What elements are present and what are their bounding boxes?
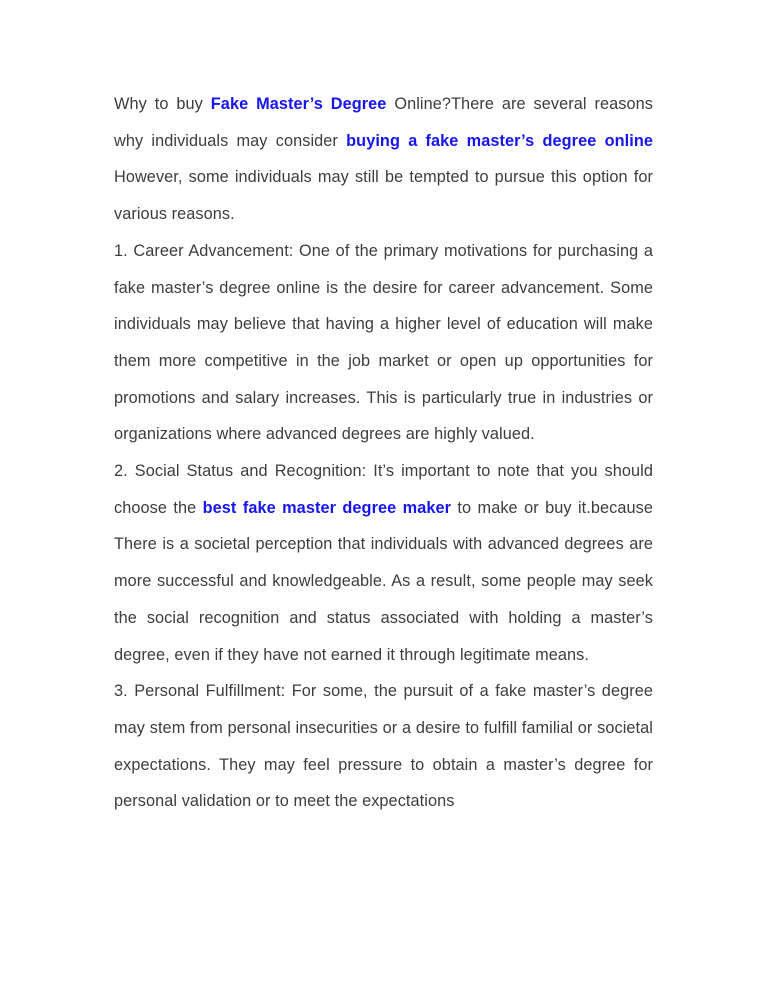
inline-link[interactable]: best fake master degree maker xyxy=(202,498,452,517)
text-run: 3. Personal Fulfillment: For some, the pursuit of a fake master’s degree may stem from personal insecurities or a desire to fulfill familial or societal expectations. They may feel pressure to obtain a master’s degree for personal validation or to meet the expectations xyxy=(114,682,653,811)
text-run: Why to buy xyxy=(114,95,211,113)
text-run: to make or buy it.because There is a societal perception that individuals with advanced degrees are more successful and knowledgeable. As a result, some people may seek the social recognition and status associated with holding a master’s degree, even if they have not earned it through legitimate means. xyxy=(114,498,653,664)
text-run: Online?There are several reasons why individuals may consider xyxy=(114,95,654,150)
paragraph-point-2-social-status xyxy=(114,453,653,673)
inline-link[interactable]: buying a fake master’s degree online xyxy=(346,131,653,150)
text-run: 1. Career Advancement: One of the primary motivations for purchasing a fake master’s degree online is the desire for career advancement. Some individuals may believe that having a higher level of education will make them more competitive in the job market or open up opportunities for promotions and salary increases. This is particularly true in industries or organizations where advanced degrees are highly valued. xyxy=(114,241,653,444)
paragraph-intro xyxy=(114,86,653,233)
text-run: However, some individuals may still be tempted to pursue this option for various reasons. xyxy=(114,168,653,224)
paragraph-point-1-career-advancement xyxy=(114,233,653,453)
inline-link[interactable]: Fake Master’s Degree xyxy=(210,95,387,113)
paragraph-point-3-personal-fulfillment xyxy=(114,673,653,820)
document-text-body xyxy=(114,86,653,820)
text-run: 2. Social Status and Recognition: It’s important to note that you should choose the xyxy=(114,462,653,517)
